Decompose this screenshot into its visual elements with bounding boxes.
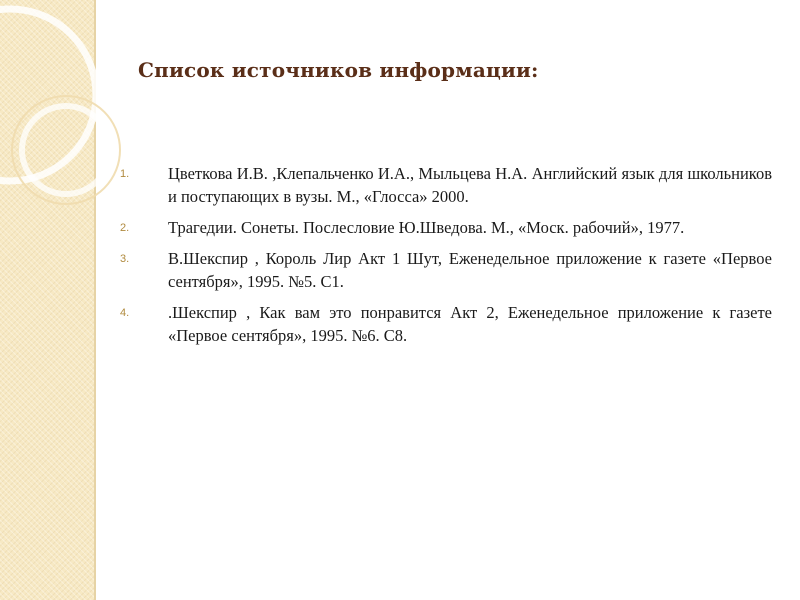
list-item-number: 4. xyxy=(120,307,130,319)
list-item-text: Цветкова И.В. ,Клепальченко И.А., Мыльцева Н.А. Английский язык для школьников и поступающих в вузы. М., «Глосса» 2000. xyxy=(168,164,772,206)
list-item-number: 1. xyxy=(120,168,130,180)
sources-list xyxy=(120,162,772,355)
list-item-number: 3. xyxy=(120,253,130,265)
decorative-rings-icon xyxy=(0,0,130,260)
slide-title: Список источников информации: xyxy=(138,58,539,82)
list-item-number: 2. xyxy=(120,222,130,234)
list-item-text: В.Шекспир , Король Лир Акт 1 Шут, Еженедельное приложение к газете «Первое сентября», 1995. №5. С1. xyxy=(168,249,772,291)
list-item-text: Трагедии. Сонеты. Послесловие Ю.Шведова. М., «Моск. рабочий», 1977. xyxy=(168,218,685,237)
list-item xyxy=(120,301,772,347)
list-item xyxy=(120,216,772,239)
list-item-text: .Шекспир , Как вам это понравится Акт 2, Еженедельное приложение к газете «Первое сентября», 1995. №6. С8. xyxy=(168,303,772,345)
list-item xyxy=(120,162,772,208)
list-item xyxy=(120,247,772,293)
